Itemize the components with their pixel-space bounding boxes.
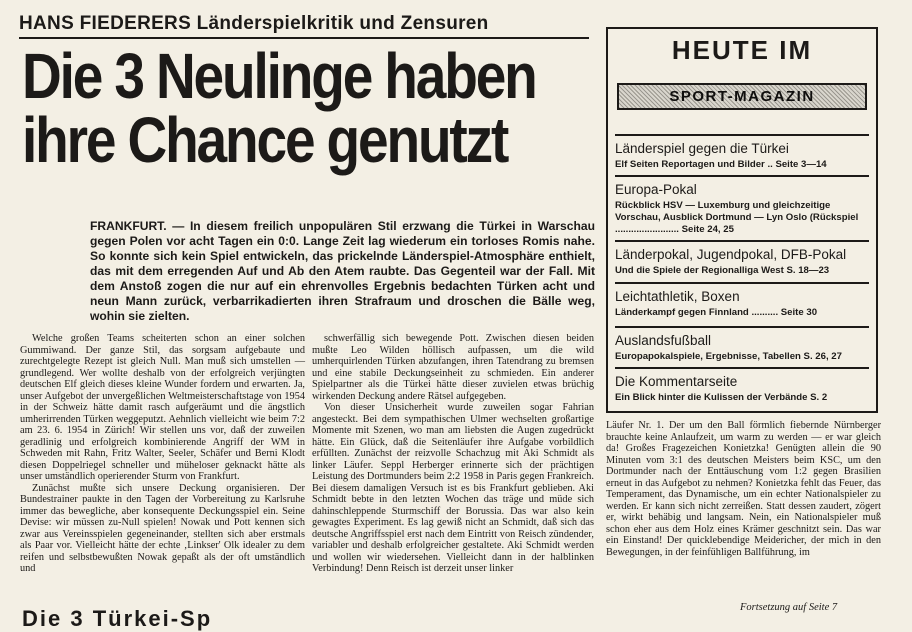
article-column-3	[606, 420, 881, 598]
sidebar-item-desc: Und die Spiele der Regionalliga West S. 18—23	[615, 265, 830, 276]
paragraph: Läufer Nr. 1. Der um den Ball förmlich fiebernde Nürnberger brauchte keine Anlaufzeit, um warm zu werden — er war gleich da! Großes Fragezeichen Konietzka! Genügten allein die 90 Minuten vom 3:1 des deutschen Meisters beim KSC, um den Dortmunder nach der Enttäuschung vom 1:2 gegen Brasilien erneut in das Aufgebot zu nehmen? Konietzka fehlt das Feuer, das Temperament, das Dynamische, um ein echter Nationalspieler zu werden. Er kann sich nicht zerreißen. Statt dessen zaudert, zögert er, wirkt behäbig und langsam. Nein, ein Nationalspieler muß schon eher aus dem Holz eines Krämer geschnitzt sein. Das war ein Einstand! Der quicklebendige Meidericher, der mich in den Bewegungen, in der feinfühligen Ballführung, im	[606, 420, 881, 558]
sidebar-item-desc: Rückblick HSV — Luxemburg und gleichzeitige Vorschau, Ausblick Dortmund — Lyn Oslo (Rückspiel ........................ Seite 24, 25	[615, 200, 859, 235]
sidebar-item-title: Europa-Pokal	[615, 182, 697, 197]
headline-line-2: ihre Chance genutzt	[22, 104, 508, 176]
sidebar-item-title: Auslandsfußball	[615, 333, 712, 348]
sidebar-item-desc: Länderkampf gegen Finnland .......... Seite 30	[615, 307, 818, 318]
paragraph: Von dieser Unsicherheit wurde zuweilen sogar Fahrian angesteckt. Bei dem sympathischen Ulmer wechselten großartige Momente mit Szenen, wo man am liebsten die Augen zugedrückt hätte. Ein Glück, daß die Seitenläufer ihre Aufgabe vorbildlich erfüllten. Zunächst der reizvolle Schachzug mit Aki Schmidt als linker Läufer. Seppl Herberger erinnerte sich der prächtigen Leistung des Dortmunders beim 2:2 1958 in Paris gegen Frankreich. Bei diesem damaligen Versuch ist es bis Frankfurt geblieben. Aki Schmidt bebte in den letzten Wochen das träge und müde sich dahinschleppende Sturmschiff der Borussia. Das war also kein gewagtes Experiment. Es lag gewiß nicht an Schmidt, daß sich das deutsche Angriffsspiel erst nach dem Eintritt von Reisch zündender, variabler und deshalb erfolgreicher gestaltete. Aki Schmidt werden und wollen wir wiedersehen. Vielleicht dann in der halblinken Verbindung! Denn Reisch ist derzeit unser linker	[312, 402, 594, 574]
sidebar-item-title: Leichtathletik, Boxen	[615, 289, 740, 304]
next-headline-text: Die 3 Türkei-Sp	[22, 606, 213, 631]
sidebar-item	[615, 326, 869, 363]
sidebar-banner: SPORT-MAGAZIN	[617, 83, 867, 110]
sidebar-item-title: Länderspiel gegen die Türkei	[615, 141, 789, 156]
article-column-1	[20, 333, 305, 615]
sidebar-item-desc: Elf Seiten Reportagen und Bilder .. Seite 3—14	[615, 159, 827, 170]
paragraph: Zunächst mußte sich unsere Deckung organisieren. Der Bundestrainer paukte in den Tagen der Vorbereitung zu Karlsruhe immer das bewegliche, aber konsequente Deckungsspiel ein. Seine Devise: wir müssen zu-Null spielen! Nowak und Pott kennen sich zwar aus Vereinsspielen gegeneinander, stellten sich aber erstmals als Paar vor. Vielleicht hätte der echte ‚Linkser' Olk idealer zu dem reifen und selbstbewußten Nowak gepaßt als der oft umständlich und	[20, 482, 305, 574]
sidebar-item	[615, 175, 869, 236]
article-lead: FRANKFURT. — In diesem freilich unpopulären Stil erzwang die Türkei in Warschau gegen Polen vor acht Tagen ein 0:0. Lange Zeit lag wiederum ein torloses Romis nahe. So konnte sich kein Spiel entwickeln, das prickelnde Länderspiel-Atmosphäre enthielt, das mit dem erregenden Auf und Ab den Atem raubte. Das Gegenteil war der Fall. Mit dem Anstoß zogen die nur auf ein ehrenvolles Ergebnis bedachten Türken acht und neun Mann zurück, verbarrikadierten ihren Strafraum und droschen die Bälle weg, wohin sie zielten.	[90, 219, 595, 323]
sidebar-item	[615, 367, 869, 404]
article-kicker: HANS FIEDERERS Länderspielkritik und Zensuren	[19, 13, 589, 39]
sidebar-item	[615, 240, 869, 277]
article-column-2	[312, 333, 594, 615]
sidebar-item	[615, 134, 869, 171]
sidebar-item-desc: Europapokalspiele, Ergebnisse, Tabellen S. 26, 27	[615, 351, 842, 362]
article-headline	[22, 40, 536, 176]
sidebar-item	[615, 282, 869, 319]
sidebar-item-title: Länderpokal, Jugendpokal, DFB-Pokal	[615, 247, 847, 262]
sidebar-item-title: Die Kommentarseite	[615, 374, 738, 389]
paragraph: schwerfällig sich bewegende Pott. Zwischen diesen beiden mußte Leo Wilden höllisch aufpassen, um die wild umherquirlenden Türken abzufangen, ihren Tatendrang zu bremsen und eine stabile Deckungseinheit zu schmieden. Ein anderer Spielpartner als die Türkei hätte dieser zuvielen etwas brüchig wirkenden Deckung andere Rätsel aufgegeben.	[312, 333, 594, 402]
sidebar-contents-box	[606, 27, 878, 413]
headline-line-1: Die 3 Neulinge haben	[22, 40, 536, 112]
sidebar-item-desc: Ein Blick hinter die Kulissen der Verbände S. 2	[615, 392, 828, 403]
sidebar-title: HEUTE IM	[671, 35, 813, 65]
paragraph: Welche großen Teams scheiterten schon an einer solchen Gummiwand. Der ganze Stil, das sorgsam aufgebaute und zurechtgelegte Rezept ist gleich Null. Man muß sich umstellen — grundlegend. Wer wollte deshalb von der erfolgreich verjüngten deutschen Elf gleich dieses kleine Wunder fordern und erwarten. Ja, unser Aufgebot der unvergeßlichen Weltmeisterschaftstage von 1954 in der Schweiz hätte damit rasch aufgeräumt und die ängstlich umherirrenden Türken weggeputzt. Aehnlich vielleicht wie beim 7:2 am 23. 6. 1954 in Zürich! Wir stellen uns vor, daß der zuweilen geradlinig und erfolgreich kombinierende Angriff der WM in Schweden mit Rahn, Fritz Walter, Seeler, Schäfer und Berni Klodt diesen Doppelriegel schneller und müheloser geknackt hätte als unser umständlich operierender Sturm von Frankfurt.	[20, 333, 305, 482]
continuation-note: Fortsetzung auf Seite 7	[740, 602, 838, 613]
